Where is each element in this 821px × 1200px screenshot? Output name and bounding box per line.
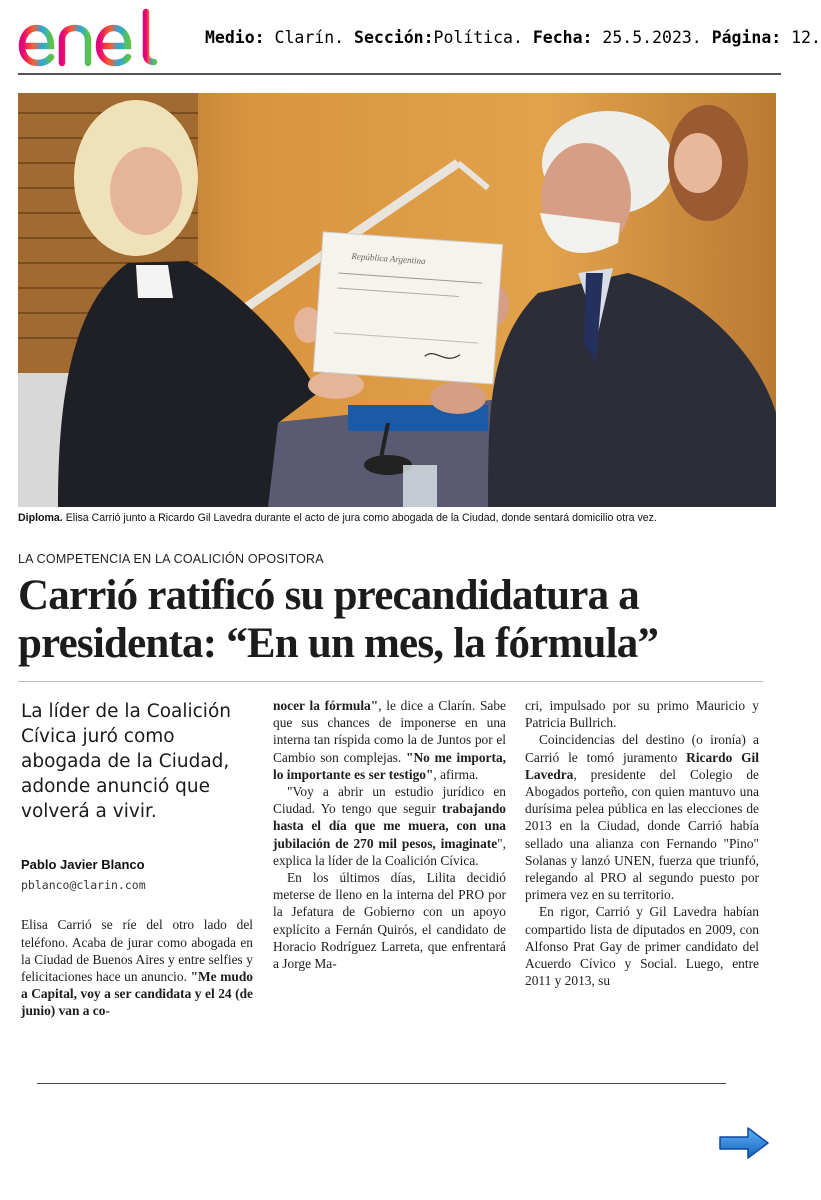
medio-value: Clarín.: [274, 28, 345, 47]
medio-label: Medio:: [205, 28, 265, 47]
author-email: pblanco@clarin.com: [21, 878, 146, 893]
headline-line-2: presidenta: “En un mes, la fórmula”: [18, 620, 659, 667]
body-paragraph: [525, 731, 759, 903]
article-photo: [18, 93, 776, 507]
fecha-label: Fecha:: [532, 28, 593, 47]
arrow-right-icon[interactable]: [718, 1126, 770, 1160]
text-run: Elisa Carrió se ríe del otro lado del teléfono. Acaba de jurar como abogada en la Ciudad de Buenos Aires y entre selfies y felicitaciones hace un anuncio.: [21, 917, 253, 985]
body-paragraph: [273, 697, 506, 783]
pagina-label: Página:: [711, 28, 782, 47]
text-run: "Voy a abrir un estudio jurídico en Ciudad. Yo tengo que seguir: [273, 784, 506, 817]
header-divider: [18, 73, 781, 75]
article-kicker: LA COMPETENCIA EN LA COALICIÓN OPOSITORA: [18, 552, 324, 566]
caption-text: Elisa Carrió junto a Ricardo Gil Lavedra durante el acto de jura como abogada de la Ciudad, donde sentará domicilio otra vez.: [65, 512, 657, 524]
seccion-value: Política.: [433, 28, 523, 47]
text-run: , afirma.: [433, 766, 479, 782]
body-paragraph: cri, impulsado por su primo Mauricio y Patricia Bullrich.: [525, 698, 759, 731]
author-name: Pablo Javier Blanco: [21, 857, 145, 872]
footer-divider: [37, 1083, 726, 1084]
article-headline: [18, 572, 788, 668]
enel-logo: [18, 6, 182, 70]
next-page-arrow-graphic: [718, 1126, 770, 1160]
diploma-heading: República Argentina: [351, 250, 426, 267]
text-run: , le dice a Clarín. Sabe que sus chances de imponerse en una interna tan ríspida como la de Juntos por el Cambio son complejas.: [273, 698, 506, 765]
fecha-value: 25.5.2023.: [602, 28, 702, 47]
pagina-value: 12.: [791, 28, 821, 47]
body-paragraph: [21, 916, 253, 1019]
caption-label: Diploma.: [18, 512, 63, 524]
body-divider: [18, 681, 763, 682]
headline-line-1: Carrió ratificó su precandidatura a: [18, 572, 639, 619]
article-column-3: [525, 697, 759, 989]
text-run: ", explica la líder de la Coalición Cívica.: [273, 835, 506, 868]
text-run: Coincidencias del destino (o ironía) a Carrió le tomó juramento: [525, 732, 759, 765]
page-header: [0, 0, 821, 80]
body-paragraph: En los últimos días, Lilita decidió meterse de lleno en la interna del PRO por la Jefatura de Gobierno con un apoyo explícito a Fernán Quirós, el candidato de Horacio Rodríguez Larreta, que enfrentará a Jorge Ma-: [273, 870, 506, 972]
body-paragraph: [273, 783, 506, 869]
article-column-1: [21, 695, 253, 1020]
name-run: Ricardo Gil Lavedra: [525, 749, 759, 782]
seccion-label: Sección:: [354, 28, 434, 47]
text-run: , presidente del Colegio de Abogados porteño, con quien mantuvo una durísima pelea pública en las elecciones de 2013 en la Ciudad, donde Carrió había sellado una alianza con Fernando "Pino" Solanas y lanzó UNEN, fuerza que triunfó, relegando al PRO al segundo puesto por primera vez en su territorio.: [525, 766, 759, 903]
quote-run: trabajando hasta el día que me muera, con una jubilación de 270 mil pesos, imaginate: [273, 801, 506, 851]
enel-logo-graphic: [18, 6, 182, 70]
quote-run: "Me mudo a Capital, voy a ser candidata y el 24 (de junio) van a co-: [21, 969, 253, 1019]
publication-meta: [205, 28, 821, 47]
article-column-2: [273, 697, 506, 972]
quote-run: "No me importa, lo importante es ser testigo": [273, 749, 507, 782]
photo-caption: [18, 512, 778, 524]
body-paragraph: En rigor, Carrió y Gil Lavedra habían compartido lista de diputados en 2009, con Alfonso Prat Gay de primer candidato del Acuerdo Cívico y Social. Luego, entre 2011 y 2013, su: [525, 904, 759, 989]
article-lead: La líder de la Coalición Cívica juró como abogada de la Ciudad, adonde anunció que volverá a vivir.: [21, 701, 231, 822]
quote-run: nocer la fórmula": [273, 698, 379, 713]
photo-illustration: [18, 93, 776, 507]
